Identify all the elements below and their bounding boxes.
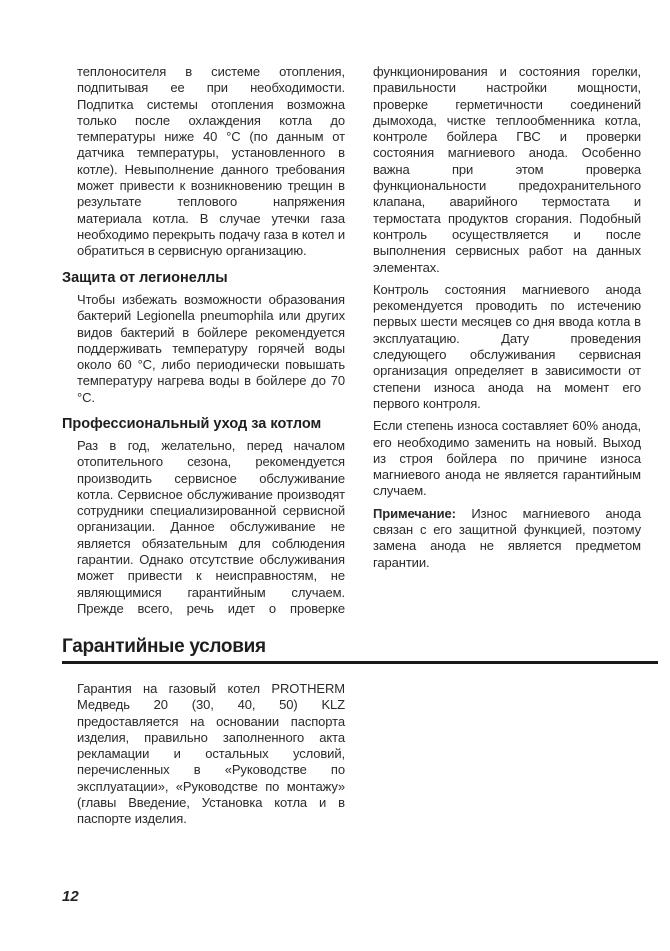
note-label: Примечание:: [373, 505, 456, 521]
legionella-heading: Защита от легионеллы: [62, 270, 228, 286]
warranty-section-title: Гарантийные условия: [62, 636, 658, 664]
warranty-paragraph: Гарантия на газовый котел PROTHERM Медведь 20 (30, 40, 50) KLZ предоставляется на основании паспорта изделия, правильно заполненного акта рекламации и остальных условий, перечисленных в «Руководстве по эксплуатации», «Руководстве по монтажу» (главы Введение, Установка котла и в паспорте изделия.: [77, 681, 345, 827]
legionella-paragraph: Чтобы избежать возможности образования бактерий Legionella pneumophila или других видов бактерий в бойлере рекомендуется поддерживать температуру горячей воды около 60 °C, либо периодически повышать температуру нагрева воды в бойлере до 70 °C.: [77, 292, 345, 405]
anode-wear-paragraph: Если степень износа составляет 60% анода, его необходимо заменить на новый. Выход из строя бойлера по причине износа магниевого анода не является гарантийным случаем.: [373, 418, 641, 499]
left-column-intro: [77, 64, 345, 266]
page-number: 12: [62, 888, 79, 905]
legionella-section: [77, 292, 345, 412]
anode-control-paragraph: Контроль состояния магниевого анода рекомендуется проводить по истечению первых шести месяцев со дня ввода котла в эксплуатацию. Дату проведения следующего обслуживания сервисная организация определяет в зависимости от степени износа анода на момент его первого контроля.: [373, 281, 641, 411]
warranty-section: [77, 681, 345, 834]
heating-refill-paragraph: теплоносителя в системе отопления, подпитывая ее при необходимости. Подпитка системы отопления возможна только после охлаждения котла до температуры ниже 40 °C (по данным от датчика температуры, установленного в котле). Невыполнение данного требования может привести к возникновению трещин в результате теплового напряжения материала котла. В случае утечки газа необходимо перекрыть подачу газа в котел и обратиться в сервисную организацию.: [77, 64, 345, 259]
service-checks-paragraph: функционирования и состояния горелки, правильности настройки мощности, проверке герметичности соединений дымохода, чистке теплообменника котла, контроле бойлера ГВС и проверки состояния магниевого анода. Особенно важна при этом проверка функциональности предохранительного клапана, аварийного термостата и термостата продуктов сгорания. Подобный контроль осуществляется и после выполнения сервисных работ на данных элементах.: [373, 64, 641, 275]
professional-care-heading: Профессиональный уход за котлом: [62, 416, 322, 432]
professional-care-section: [77, 438, 345, 623]
note-text: Износ магниевого анода связан с его защитной функцией, поэтому замена анода не является предметом гарантии.: [373, 505, 641, 570]
right-column: [373, 64, 641, 577]
note-paragraph: [373, 506, 641, 571]
professional-care-paragraph: Раз в год, желательно, перед началом отопительного сезона, рекомендуется производить сервисное обслуживание котла. Сервисное обслуживание производят сотрудники специализированной сервисной организации. Данное обслуживание не является обязательным для соблюдения гарантии. Однако отсутствие обслуживания может привести к неисправностям, не являющимися гарантийным случаем. Прежде всего, речь идет о проверке: [77, 438, 345, 616]
